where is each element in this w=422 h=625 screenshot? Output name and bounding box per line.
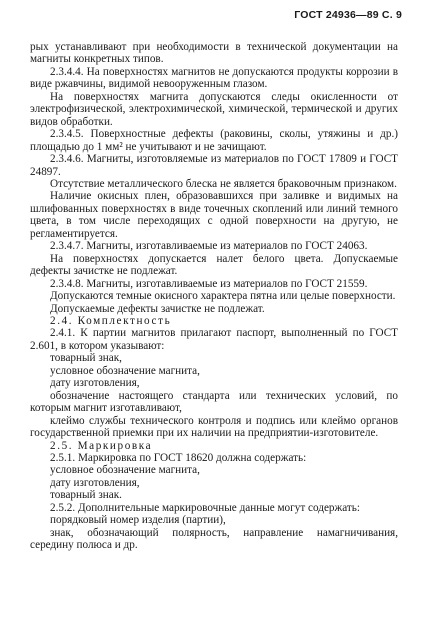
paragraph: 2.3.4.4. На поверхностях магнитов не допускаются продукты коррозии в виде ржавчины, видимой невооруженным глазом. xyxy=(30,65,398,91)
section-heading: 2.5. Маркировка xyxy=(50,439,153,452)
paragraph: 2.3.4.8. Магниты, изготавливаемые из материалов по ГОСТ 21559. xyxy=(50,277,368,290)
paragraph: товарный знак. xyxy=(50,489,122,502)
paragraph: знак, обозначающий полярность, направление намагничивания, середину полюса и др. xyxy=(30,526,398,552)
paragraph: На поверхностях магнита допускаются следы окисленности от электрофизической, электрохимической, химической, термической и других видов обработки. xyxy=(30,90,398,128)
paragraph: 2.3.4.6. Магниты, изготовляемые из материалов по ГОСТ 17809 и ГОСТ 24897. xyxy=(30,153,398,178)
paragraph: порядковый номер изделия (партии), xyxy=(50,514,226,527)
paragraph: дату изготовления, xyxy=(50,377,140,390)
paragraph: На поверхностях допускается налет белого цвета. Допускаемые дефекты зачистке не подлежат. xyxy=(30,252,398,278)
paragraph: 2.5.2. Дополнительные маркировочные данные могут содержать: xyxy=(50,501,361,514)
paragraph: 2.5.1. Маркировка по ГОСТ 18620 должна содержать: xyxy=(50,451,307,464)
paragraph: условное обозначение магнита, xyxy=(50,464,200,477)
document-body xyxy=(30,41,398,552)
paragraph: Отсутствие металлического блеска не является браковочным признаком. xyxy=(50,177,397,190)
paragraph: Допускаемые дефекты зачистке не подлежат. xyxy=(50,302,265,315)
paragraph: 2.4.1. К партии магнитов прилагают паспорт, выполненный по ГОСТ 2.601, в котором указывают: xyxy=(30,327,398,352)
paragraph: клеймо службы технического контроля и подпись или клеймо органов государственной приемки при их наличии на предприятии-изготовителе. xyxy=(30,414,398,440)
paragraph: 2.3.4.5. Поверхностные дефекты (раковины, сколы, утяжины и др.) площадью до 1 мм² не учитывают и не зачищают. xyxy=(30,128,398,153)
section-heading: 2.4. Комплектность xyxy=(50,314,172,327)
paragraph: Допускаются темные окисного характера пятна или целые поверхности. xyxy=(50,290,396,303)
paragraph: условное обозначение магнита, xyxy=(50,364,200,377)
paragraph: дату изготовления, xyxy=(50,476,140,489)
paragraph: Наличие окисных плен, образовавшихся при заливке и видимых на шлифованных поверхностях в виде точечных скоплений или линий темного цвета, в том числе переходящих с одной поверхности на другую, не регламентируется. xyxy=(30,190,398,240)
page-header: ГОСТ 24936—89 С. 9 xyxy=(294,9,402,21)
paragraph: товарный знак, xyxy=(50,352,122,365)
paragraph: обозначение настоящего стандарта или технических условий, по которым магнит изготавливают, xyxy=(30,389,398,415)
paragraph: рых устанавливают при необходимости в технической документации на магниты конкретных типов. xyxy=(30,41,398,66)
paragraph: 2.3.4.7. Магниты, изготавливаемые из материалов по ГОСТ 24063. xyxy=(50,240,368,253)
